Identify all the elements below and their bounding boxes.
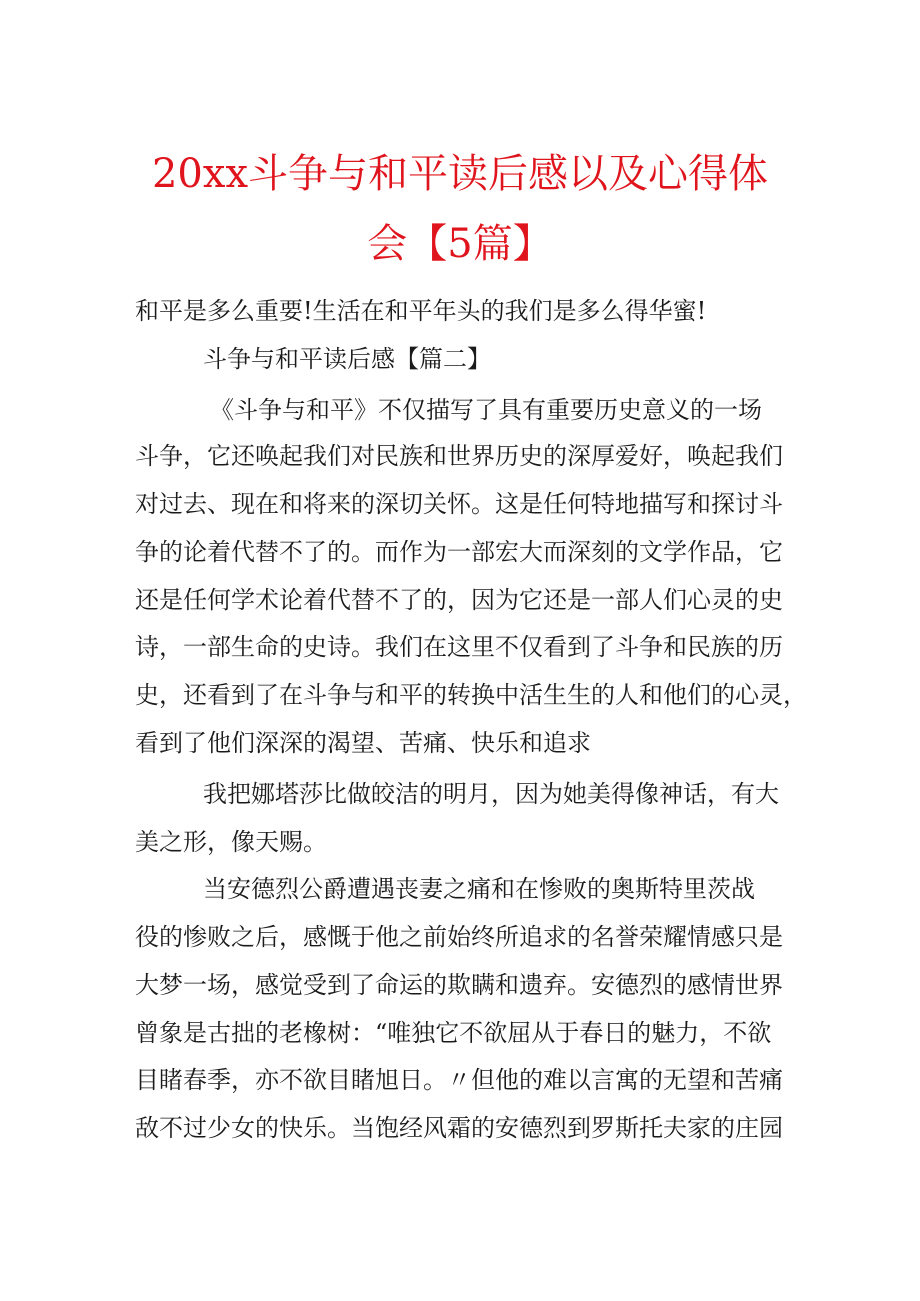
body-line: 还是任何学术论着代替不了的，因为它还是一部人们心灵的史 [135,586,783,614]
body-line: 我把娜塔莎比做皎洁的明月，因为她美得像神话，有大 [203,780,779,808]
section-heading: 斗争与和平读后感【篇二】 [203,345,491,373]
body-line: 争的论着代替不了的。而作为一部宏大而深刻的文学作品，它 [135,538,783,566]
body-line: 对过去、现在和将来的深切关怀。这是任何特地描写和探讨斗 [135,490,783,518]
body-line: 诗，一部生命的史诗。我们在这里不仅看到了斗争和民族的历 [135,633,783,661]
body-line: 敌不过少女的快乐。当饱经风霜的安德烈到罗斯托夫家的庄园 [135,1114,783,1142]
body-line: 美之形，像天赐。 [135,828,327,856]
body-line: 曾象是古拙的老橡树：“唯独它不欲屈从于春日的魅力，不欲 [135,1019,772,1047]
body-line: 目睹春季，亦不欲目睹旭日。〃但他的难以言寓的无望和苦痛 [135,1066,783,1094]
body-line: 看到了他们深深的渴望、苦痛、快乐和追求 [135,729,591,757]
body-line: 大梦一场，感觉受到了命运的欺瞒和遗弃。安德烈的感情世界 [135,971,783,999]
body-line: 斗争，它还唤起我们对民族和世界历史的深厚爱好，唤起我们 [135,442,783,470]
body-line: 史，还看到了在斗争与和平的转换中活生生的人和他们的心灵， [135,681,807,709]
document-title-line-2: 会【5篇】 [367,221,553,267]
body-line: 当安德烈公爵遭遇丧妻之痛和在惨败的奥斯特里茨战 [203,875,755,903]
body-line: 《斗争与和平》不仅描写了具有重要历史意义的一场 [210,396,762,424]
body-line: 和平是多么重要!生活在和平年头的我们是多么得华蜜! [135,297,707,325]
document-title-line-1: 20xx斗争与和平读后感以及心得体 [151,151,768,197]
body-line: 役的惨败之后，感慨于他之前始终所追求的名誉荣耀情感只是 [135,923,783,951]
